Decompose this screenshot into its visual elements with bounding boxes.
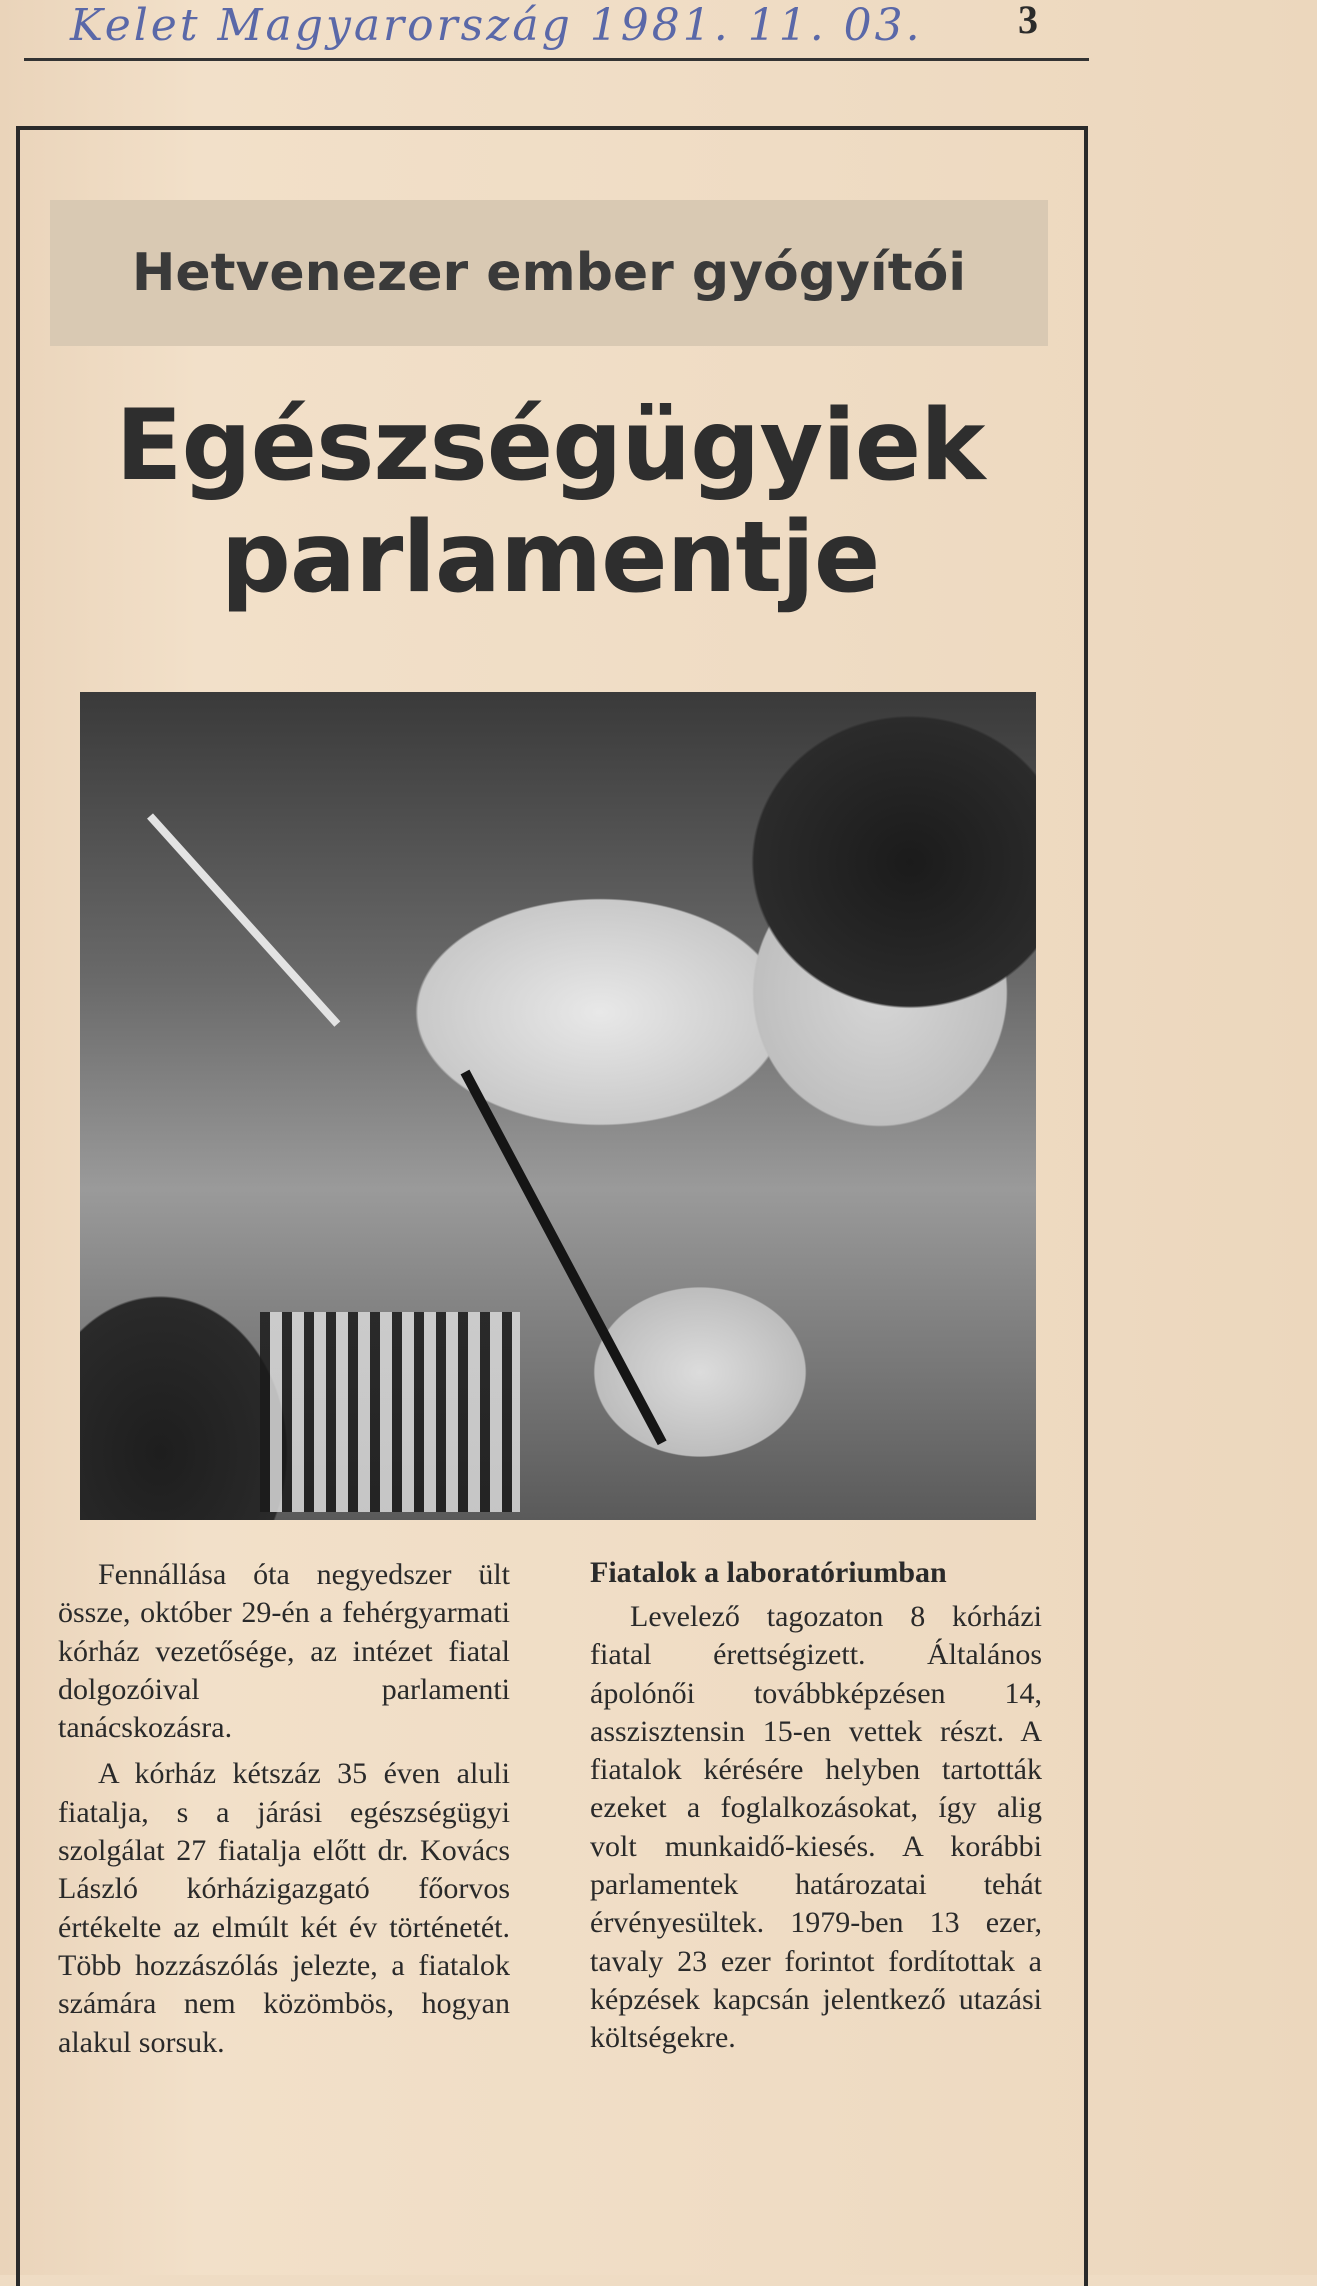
paragraph: Levelező tagozaton 8 kórházi fiatal érettségizett. Általános ápolónői továbbképzésen 14, asszisztensin 15-en vettek részt. A fiatalok kérésére helyben tartották ezeket a foglalkozásokat, így alig volt munkaidő-kiesés. A korábbi parlamentek határozatai tehát érvényesültek. 1979-ben 13 ezer, tavaly 23 ezer forintot fordítottak a képzések kapcsán jelentkező utazási költségekre. [590,1600,1042,2055]
test-tube-rack [260,1312,520,1512]
section-subhead: Fiatalok a laboratóriumban [590,1556,947,1589]
paragraph: A kórház kétszáz 35 éven aluli fiatalja, s a járási egészségügyi szolgálat 27 fiatalja előtt dr. Kovács László kórházigazgató főorvos értékelte az elmúlt két év történetét. Több hozzászólás jelezte, a fiatalok számára nem közömbös, hogyan alakul sorsuk. [58,1757,510,2059]
article-column-right [590,1556,1042,2066]
top-divider [24,58,1089,61]
page-number: 3 [1018,0,1038,42]
article-headline: Egészségügyiek parlamentje [115,389,985,615]
article-kicker: Hetvenezer ember gyógyítói [50,200,1048,346]
handwritten-source-note: Kelet Magyarország 1981. 11. 03. [70,0,923,51]
glass-tube [147,813,340,1026]
laboratory-photo [80,692,1036,1520]
article-column-left [58,1556,510,2070]
paragraph: Fennállása óta negyedszer ült össze, október 29-én a fehérgyarmati kórház vezetősége, az intézet fiatal dolgozóival parlamenti tanácskozásra. [58,1558,510,1745]
